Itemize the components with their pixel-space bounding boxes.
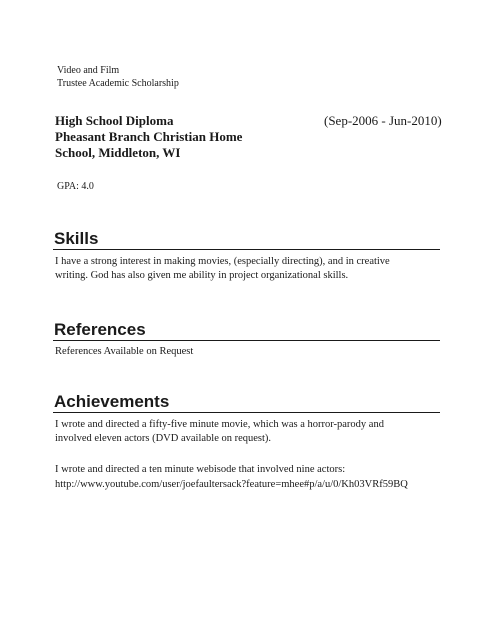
skills-divider: [53, 249, 440, 250]
gpa: GPA: 4.0: [57, 181, 94, 192]
degree-dates: (Sep-2006 - Jun-2010): [324, 113, 442, 128]
school-name-line2: School, Middleton, WI: [55, 145, 181, 160]
scholarship-name: Trustee Academic Scholarship: [57, 78, 179, 89]
achievements-heading: Achievements: [54, 392, 170, 411]
skills-heading: Skills: [54, 229, 99, 248]
achievement-1-line-2: involved eleven actors (DVD available on request).: [55, 433, 272, 444]
references-divider: [53, 340, 440, 341]
degree-title: High School Diploma: [55, 113, 174, 128]
school-name-line1: Pheasant Branch Christian Home: [55, 129, 243, 144]
skills-line-2: writing. God has also given me ability in project organizational skills.: [55, 270, 349, 281]
achievement-1-line-1: I wrote and directed a fifty-five minute movie, which was a horror-parody and: [55, 419, 384, 430]
skills-line-1: I have a strong interest in making movies, (especially directing), and in creative: [55, 256, 390, 267]
references-text: References Available on Request: [55, 346, 194, 357]
achievement-2-line-1: I wrote and directed a ten minute webisode that involved nine actors:: [55, 464, 346, 475]
references-heading: References: [54, 320, 146, 339]
achievements-divider: [53, 412, 440, 413]
program-name: Video and Film: [57, 65, 120, 76]
achievement-2-link[interactable]: http://www.youtube.com/user/joefaultersack?feature=mhee#p/a/u/0/Kh03VRf59BQ: [55, 479, 408, 490]
